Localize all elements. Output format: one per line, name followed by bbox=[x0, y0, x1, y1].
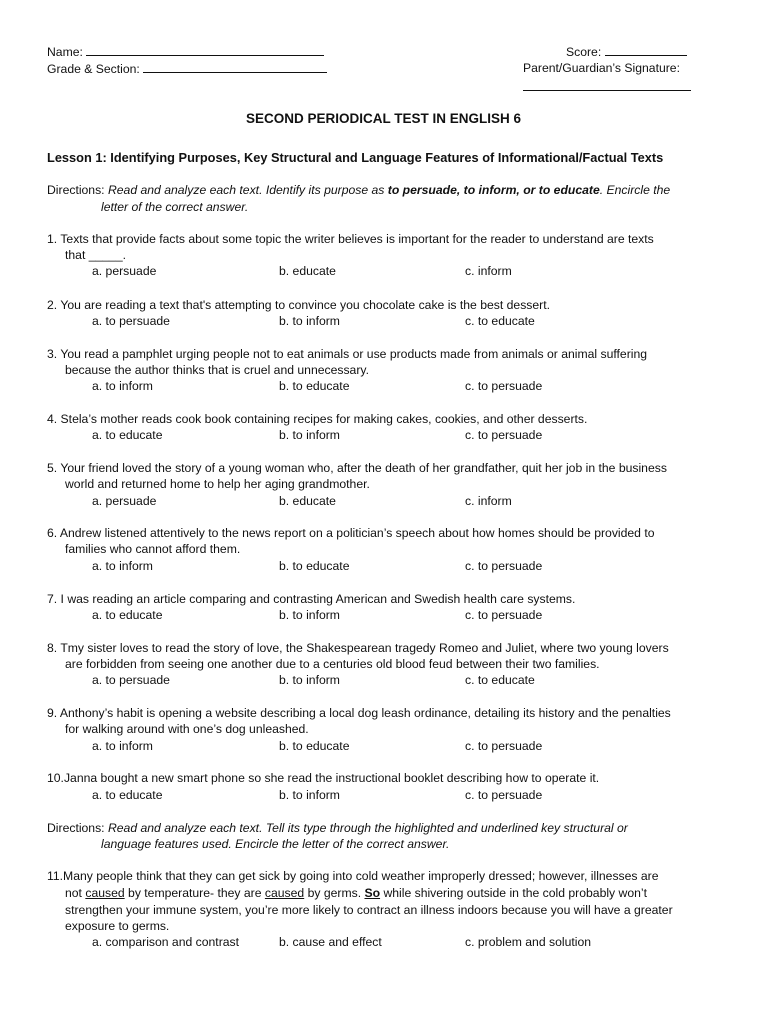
directions-1-text: Read and analyze each text. Identify its purpose as bbox=[107, 183, 385, 197]
option-c[interactable]: c. inform bbox=[465, 264, 512, 278]
grade-section-field bbox=[47, 61, 327, 76]
option-a[interactable]: a. to inform bbox=[92, 379, 153, 393]
question-text-2: that _____. bbox=[65, 248, 126, 262]
option-a[interactable]: a. to inform bbox=[92, 559, 153, 573]
parent-signature-blank[interactable] bbox=[523, 79, 691, 91]
directions-1 bbox=[47, 183, 670, 197]
option-a[interactable]: a. persuade bbox=[92, 494, 157, 508]
option-b[interactable]: b. cause and effect bbox=[279, 935, 382, 949]
option-a[interactable]: a. comparison and contrast bbox=[92, 935, 240, 949]
option-c[interactable]: c. inform bbox=[465, 494, 512, 508]
name-label: Name: bbox=[47, 45, 83, 59]
option-c[interactable]: c. to persuade bbox=[465, 379, 543, 393]
option-b[interactable]: b. to educate bbox=[279, 379, 350, 393]
score-field bbox=[566, 44, 687, 59]
question-text: 5. Your friend loved the story of a young woman who, after the death of her grandfather, quit her job in the business bbox=[47, 461, 667, 475]
directions-2-line-2: language features used. Encircle the letter of the correct answer. bbox=[101, 837, 450, 851]
question-text-2: families who cannot afford them. bbox=[65, 542, 241, 556]
question-text: 6. Andrew listened attentively to the news report on a politician’s speech about how homes should be provided to bbox=[47, 526, 655, 540]
question-text-2: because the author thinks that is cruel and unnecessary. bbox=[65, 363, 369, 377]
directions-1-label: Directions: bbox=[47, 183, 105, 197]
option-c[interactable]: c. to educate bbox=[465, 314, 535, 328]
question-text: 11.Many people think that they can get sick by going into cold weather improperly dressed; however, illnesses are bbox=[47, 869, 659, 883]
grade-section-blank[interactable] bbox=[143, 61, 327, 73]
text-span: not bbox=[65, 886, 86, 900]
question-text-3: strengthen your immune system, you’re more likely to contract an illness indoors because you will have a greater bbox=[65, 903, 673, 917]
directions-2-label: Directions: bbox=[47, 821, 105, 835]
option-b[interactable]: b. to inform bbox=[279, 608, 340, 622]
option-a[interactable]: a. to educate bbox=[92, 788, 163, 802]
parent-signature-label: Parent/Guardian’s Signature: bbox=[523, 61, 680, 75]
score-blank[interactable] bbox=[605, 44, 687, 56]
directions-1-text-2: . Encircle the bbox=[599, 183, 671, 197]
question-text: 7. I was reading an article comparing and contrasting American and Swedish health care systems. bbox=[47, 592, 576, 606]
score-label: Score: bbox=[566, 45, 602, 59]
underlined-word: caused bbox=[264, 886, 305, 900]
underlined-word: So bbox=[364, 886, 381, 900]
directions-1-purposes: to persuade, to inform, or to educate bbox=[387, 183, 600, 197]
option-c[interactable]: c. to persuade bbox=[465, 428, 543, 442]
option-a[interactable]: a. persuade bbox=[92, 264, 157, 278]
underlined-word: caused bbox=[85, 886, 125, 900]
option-c[interactable]: c. to persuade bbox=[465, 788, 543, 802]
question-text-4: exposure to germs. bbox=[65, 919, 170, 933]
question-text: 10.Janna bought a new smart phone so she read the instructional booklet describing how to operate it. bbox=[47, 771, 600, 785]
question-text: 9. Anthony’s habit is opening a website describing a local dog leash ordinance, detailing its history and the penalties bbox=[47, 706, 671, 720]
option-c[interactable]: c. to persuade bbox=[465, 739, 543, 753]
question-text-2 bbox=[65, 886, 647, 900]
question-text: 3. You read a pamphlet urging people not to eat animals or use products made from animals or animal suffering bbox=[47, 347, 648, 361]
grade-section-label: Grade & Section: bbox=[47, 62, 140, 76]
lesson-heading: Lesson 1: Identifying Purposes, Key Structural and Language Features of Informational/Factual Texts bbox=[47, 150, 664, 165]
question-text-2: world and returned home to help her aging grandmother. bbox=[65, 477, 370, 491]
question-text: 1. Texts that provide facts about some topic the writer believes is important for the reader to understand are texts bbox=[47, 232, 654, 246]
option-a[interactable]: a. to educate bbox=[92, 608, 163, 622]
option-b[interactable]: b. educate bbox=[279, 494, 336, 508]
page-title: SECOND PERIODICAL TEST IN ENGLISH 6 bbox=[246, 111, 522, 126]
option-a[interactable]: a. to educate bbox=[92, 428, 163, 442]
option-a[interactable]: a. to persuade bbox=[92, 673, 170, 687]
directions-1-line-2: letter of the correct answer. bbox=[101, 200, 249, 214]
option-c[interactable]: c. to educate bbox=[465, 673, 535, 687]
name-field bbox=[47, 44, 324, 59]
name-blank[interactable] bbox=[86, 44, 324, 56]
question-text: 2. You are reading a text that's attempting to convince you chocolate cake is the best dessert. bbox=[47, 298, 551, 312]
option-c[interactable]: c. to persuade bbox=[465, 608, 543, 622]
question-text-2: for walking around with one’s dog unleashed. bbox=[65, 722, 309, 736]
option-b[interactable]: b. to inform bbox=[279, 314, 340, 328]
option-a[interactable]: a. to inform bbox=[92, 739, 153, 753]
text-span: by germs. bbox=[304, 886, 365, 900]
option-c[interactable]: c. to persuade bbox=[465, 559, 543, 573]
directions-2-text: Read and analyze each text. Tell its type through the highlighted and underlined key structural or bbox=[107, 821, 628, 835]
question-text: 8. Tmy sister loves to read the story of love, the Shakespearean tragedy Romeo and Juliet, where two young lovers bbox=[47, 641, 669, 655]
option-b[interactable]: b. to inform bbox=[279, 673, 340, 687]
option-a[interactable]: a. to persuade bbox=[92, 314, 170, 328]
option-b[interactable]: b. to educate bbox=[279, 739, 350, 753]
directions-2 bbox=[47, 821, 628, 835]
option-b[interactable]: b. to inform bbox=[279, 788, 340, 802]
text-span: by temperature- they are bbox=[124, 886, 265, 900]
question-text-2: are forbidden from seeing one another due to a centuries old blood feud between their two families. bbox=[65, 657, 600, 671]
option-b[interactable]: b. to educate bbox=[279, 559, 350, 573]
text-span: while shivering outside in the cold probably won’t bbox=[380, 886, 647, 900]
option-c[interactable]: c. problem and solution bbox=[465, 935, 592, 949]
option-b[interactable]: b. educate bbox=[279, 264, 336, 278]
option-b[interactable]: b. to inform bbox=[279, 428, 340, 442]
parent-signature-field bbox=[523, 79, 691, 94]
question-text: 4. Stela’s mother reads cook book containing recipes for making cakes, cookies, and other desserts. bbox=[47, 412, 588, 426]
